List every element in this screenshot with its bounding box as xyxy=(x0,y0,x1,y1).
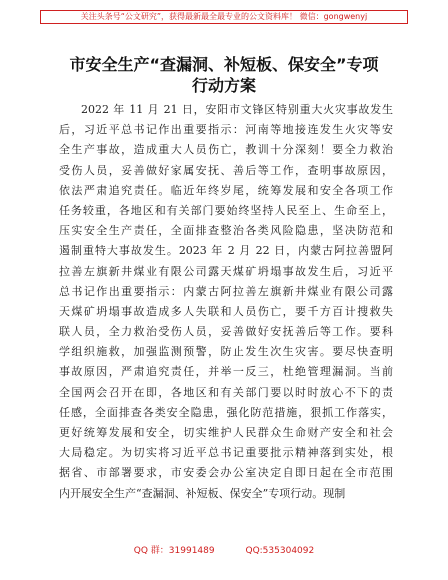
title-line-2: 行动方案 xyxy=(191,76,256,95)
body-line: 大局稳定。为切实将习近平总书记重要批示精神落到实处，根 xyxy=(59,446,393,460)
body-line: 学组织施救，加强监测预警，防止发生次生灾害。要尽快查明 xyxy=(59,345,393,359)
body-line: 联人员，全力救治受伤人员，妥善做好安抚善后等工作。要科 xyxy=(59,325,393,339)
body-line: 事故原因，严肃追究责任，并举一反三，杜绝管理漏洞。当前 xyxy=(59,365,393,379)
body-line: 拉善左旗新井煤业有限公司露天煤矿坍塌事故发生后，习近平 xyxy=(59,264,393,278)
body-line: 遏制重特大事故发生。2023 年 2 月 22 日，内蒙古阿拉善盟阿 xyxy=(59,244,393,258)
document-body xyxy=(59,100,393,504)
body-line: 内开展安全生产“查漏洞、补短板、保安全”专项行动。现制 xyxy=(59,486,346,500)
body-line: 后，习近平总书记作出重要指示：河南等地接连发生火灾等安 xyxy=(59,123,393,137)
body-line: 全生产事故，造成重大人员伤亡，教训十分深刻！要全力救治 xyxy=(59,143,393,157)
promo-banner: 关注头条号“公文研究”，获得最新最全最专业的公文资料库！ 微信：gongwenyj xyxy=(40,10,408,24)
body-line: 总书记作出重要指示：内蒙古阿拉善左旗新井煤业有限公司露 xyxy=(59,284,393,298)
body-line: 2022 年 11 月 21 日，安阳市文锋区特别重大火灾事故发生 xyxy=(81,103,393,116)
body-line: 全国两会召开在即，各地区和有关部门要以时时放心不下的责 xyxy=(59,385,393,399)
body-line: 任感，全面排查各类安全隐患，强化防范措施，狠抓工作落实， xyxy=(59,405,393,419)
body-line: 受伤人员，妥善做好家属安抚、善后等工作，查明事故原因， xyxy=(59,163,393,177)
title-line-1: 市安全生产“查漏洞、补短板、保安全”专项 xyxy=(69,55,379,74)
footer-qq-contact: QQ:535304092 xyxy=(245,546,315,556)
body-line: 天煤矿坍塌事故造成多人失联和人员伤亡，要千方百计搜救失 xyxy=(59,304,393,318)
body-line: 依法严肃追究责任。临近年终岁尾，统筹发展和安全各项工作 xyxy=(59,183,393,197)
body-line: 任务较重，各地区和有关部门要始终坚持人民至上、生命至上， xyxy=(59,203,393,217)
document-title xyxy=(40,54,408,96)
body-line: 据省、市部署要求，市安委会办公室决定自即日起在全市范围 xyxy=(59,466,393,480)
page-footer xyxy=(40,543,408,556)
body-line: 更好统筹发展和安全，切实维护人民群众生命财产安全和社会 xyxy=(59,426,393,439)
footer-qq-group: QQ 群：31991489 xyxy=(133,546,215,556)
body-line: 压实安全生产责任，全面排查整治各类风险隐患，坚决防范和 xyxy=(59,224,393,238)
